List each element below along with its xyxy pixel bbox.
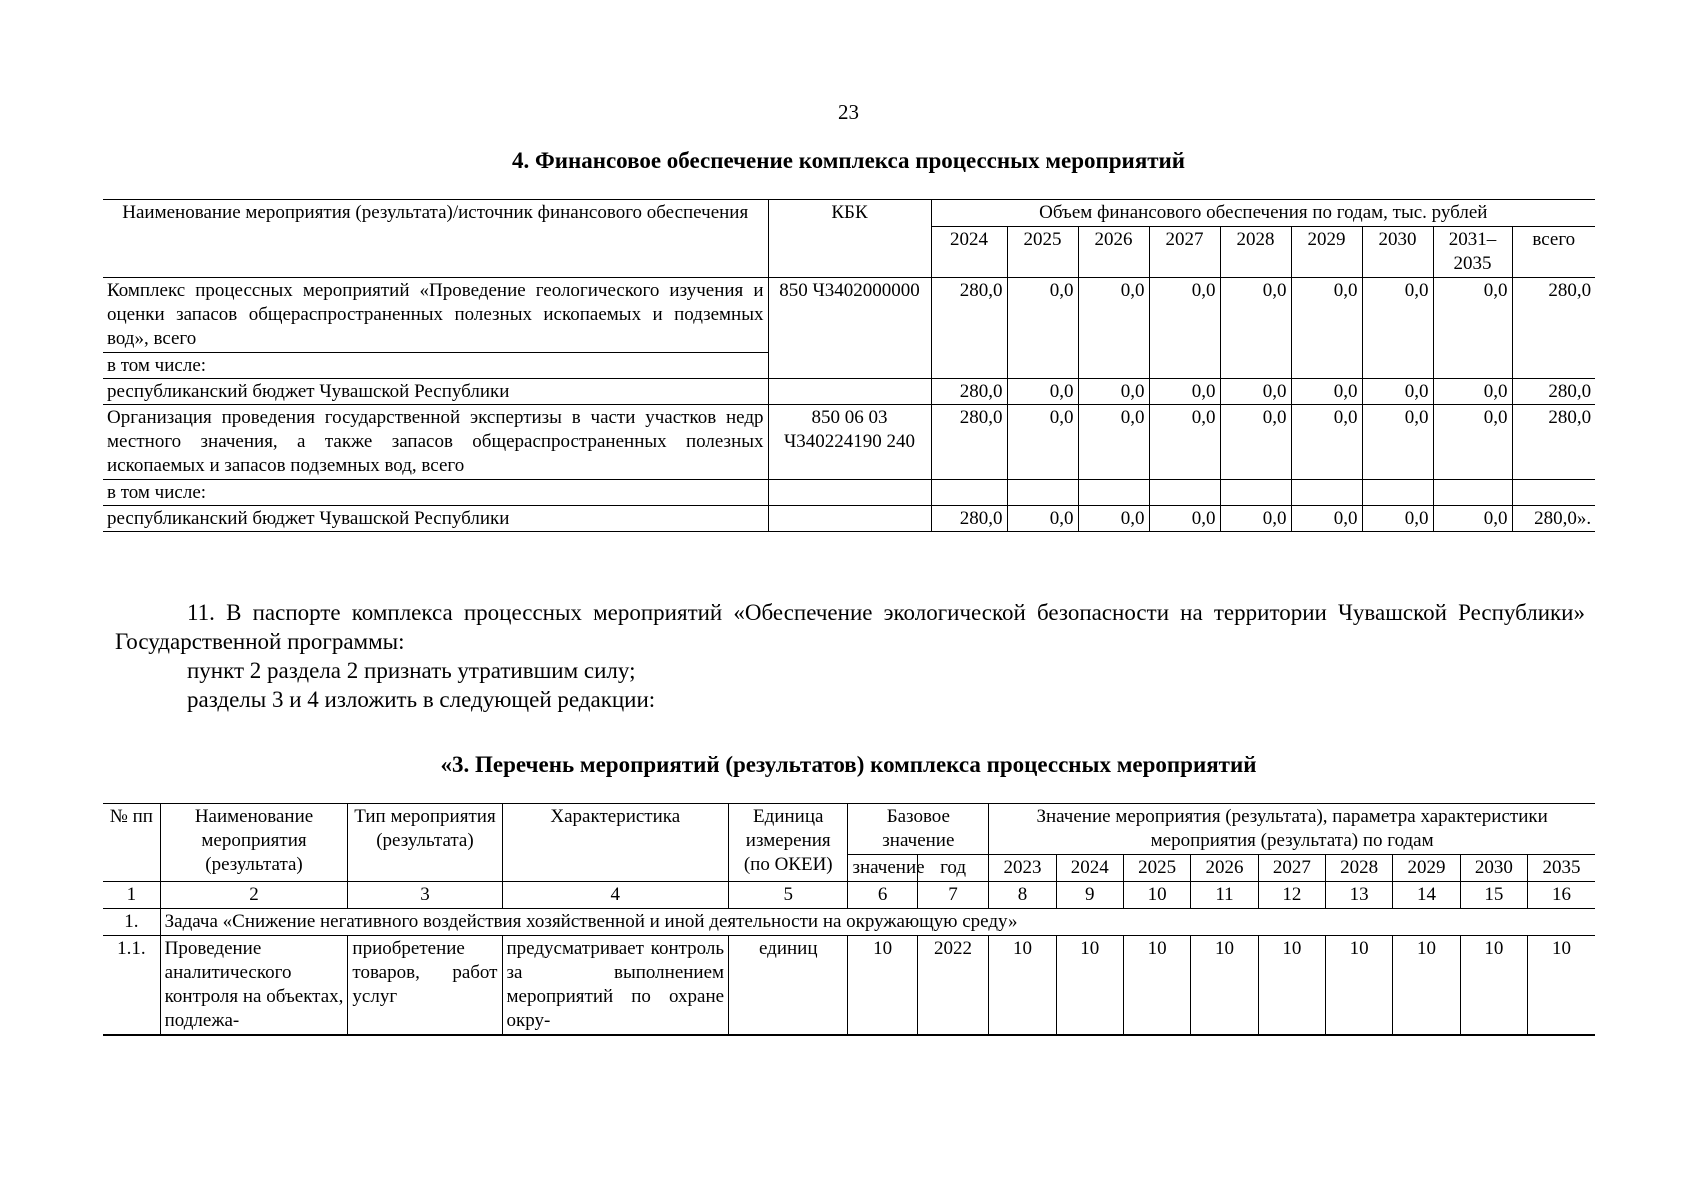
- value-cell: 0,0: [1007, 278, 1078, 379]
- value-cell: 280,0: [931, 379, 1007, 405]
- table-row: [103, 278, 1595, 353]
- value-cell: 0,0: [1220, 506, 1291, 532]
- table-row: [103, 405, 1595, 480]
- header-year: 2027: [1258, 855, 1325, 882]
- header-year: 2025: [1123, 855, 1190, 882]
- header-year: 2026: [1078, 227, 1149, 278]
- row-name: Проведение аналитического контроля на объектах, подлежа-: [160, 936, 348, 1036]
- row-name: республиканский бюджет Чувашской Республики: [103, 506, 768, 532]
- header-year: 2024: [1056, 855, 1123, 882]
- header-year: 2026: [1191, 855, 1258, 882]
- page-number: 23: [838, 100, 859, 124]
- value-cell: 280,0: [1512, 278, 1595, 379]
- row-unit: единиц: [729, 936, 848, 1036]
- column-number: 14: [1393, 882, 1460, 909]
- header-year: 2024: [931, 227, 1007, 278]
- empty-cell: [931, 480, 1007, 506]
- value-cell: 0,0: [1007, 405, 1078, 480]
- row-base-value: 10: [848, 936, 917, 1036]
- value-cell: 0,0: [1007, 379, 1078, 405]
- row-name: Организация проведения государственной экспертизы в части участков недр местного значения, а также запасов общераспространенных полезных ископаемых и запасов подземных вод, всего: [103, 405, 768, 480]
- column-number: 5: [729, 882, 848, 909]
- header-year: 2030: [1460, 855, 1527, 882]
- value-cell: 0,0: [1362, 405, 1433, 480]
- value-cell: 0,0: [1291, 506, 1362, 532]
- column-number: 2: [160, 882, 348, 909]
- amendment-paragraph: [115, 598, 1585, 714]
- empty-cell: [1078, 480, 1149, 506]
- value-cell: 10: [989, 936, 1056, 1036]
- table-row: [103, 506, 1595, 532]
- header-num: № пп: [103, 804, 160, 882]
- value-cell: 0,0: [1433, 379, 1512, 405]
- value-cell: 10: [1258, 936, 1325, 1036]
- value-cell: 0,0: [1149, 405, 1220, 480]
- table-row: [103, 480, 1595, 506]
- value-cell: 0,0: [1362, 506, 1433, 532]
- value-cell: 280,0: [1512, 405, 1595, 480]
- value-cell: 0,0: [1007, 506, 1078, 532]
- financing-table: [103, 199, 1595, 532]
- empty-cell: [1433, 480, 1512, 506]
- header-name: Наименование мероприятия (результата)/источник финансового обеспечения: [103, 200, 768, 278]
- value-cell: 10: [1460, 936, 1527, 1036]
- header-volume: Объем финансового обеспечения по годам, тыс. рублей: [931, 200, 1595, 227]
- value-cell: 0,0: [1078, 379, 1149, 405]
- header-characteristic: Характеристика: [502, 804, 729, 882]
- header-year: 2023: [989, 855, 1056, 882]
- header-year: 2028: [1325, 855, 1392, 882]
- value-cell: 0,0: [1291, 379, 1362, 405]
- section-3-title: «3. Перечень мероприятий (результатов) комплекса процессных мероприятий: [440, 752, 1257, 777]
- header-year: 2028: [1220, 227, 1291, 278]
- value-cell: 0,0: [1149, 278, 1220, 379]
- task-row: [103, 909, 1595, 936]
- empty-cell: [768, 480, 931, 506]
- column-number-row: [103, 882, 1595, 909]
- value-cell: 0,0: [1220, 379, 1291, 405]
- empty-cell: [1362, 480, 1433, 506]
- header-base-year: год: [917, 855, 988, 882]
- row-characteristic: предусматривает контроль за выполнением мероприятий по охране окру-: [502, 936, 729, 1036]
- row-kbk: [768, 506, 931, 532]
- header-year: 2035: [1528, 855, 1595, 882]
- value-cell: 0,0: [1291, 278, 1362, 379]
- column-number: 9: [1056, 882, 1123, 909]
- value-cell: 0,0: [1078, 506, 1149, 532]
- column-number: 3: [348, 882, 502, 909]
- value-cell: 10: [1393, 936, 1460, 1036]
- value-cell: 0,0: [1362, 278, 1433, 379]
- header-year: 2027: [1149, 227, 1220, 278]
- header-year: 2025: [1007, 227, 1078, 278]
- column-number: 6: [848, 882, 917, 909]
- value-cell: 0,0: [1433, 405, 1512, 480]
- section-4-title: 4. Финансовое обеспечение комплекса процессных мероприятий: [511, 148, 1186, 173]
- value-cell: 280,0: [931, 278, 1007, 379]
- header-total: всего: [1512, 227, 1595, 278]
- value-cell: 280,0: [1512, 379, 1595, 405]
- row-kbk: 850 06 03 Ч340224190 240: [768, 405, 931, 480]
- task-text: Задача «Снижение негативного воздействия хозяйственной и иной деятельности на окружающую среду»: [160, 909, 1595, 936]
- column-number: 11: [1191, 882, 1258, 909]
- row-number: 1.1.: [103, 936, 160, 1036]
- row-name: Комплекс процессных мероприятий «Проведение геологического изучения и оценки запасов общераспространенных полезных ископаемых и подземных вод», всего: [103, 278, 768, 353]
- paragraph-line: пункт 2 раздела 2 признать утратившим силу;: [187, 658, 636, 683]
- row-name: в том числе:: [103, 480, 768, 506]
- column-number: 15: [1460, 882, 1527, 909]
- value-cell: 10: [1191, 936, 1258, 1036]
- header-year: 2031–2035: [1433, 227, 1512, 278]
- empty-cell: [1149, 480, 1220, 506]
- column-number: 10: [1123, 882, 1190, 909]
- value-cell: 0,0: [1362, 379, 1433, 405]
- empty-cell: [1291, 480, 1362, 506]
- value-cell: 0,0: [1078, 405, 1149, 480]
- paragraph-line: разделы 3 и 4 изложить в следующей редакции:: [187, 687, 656, 712]
- row-base-year: 2022: [917, 936, 988, 1036]
- value-cell: 0,0: [1220, 405, 1291, 480]
- row-kbk: 850 Ч3402000000: [768, 278, 931, 379]
- paragraph-line: 11. В паспорте комплекса процессных мероприятий «Обеспечение экологической безопасности на территории Чувашской Республики» Государственной программы:: [115, 600, 1585, 654]
- empty-cell: [1512, 480, 1595, 506]
- value-cell: 10: [1325, 936, 1392, 1036]
- row-name: в том числе:: [103, 353, 768, 379]
- empty-cell: [1220, 480, 1291, 506]
- column-number: 13: [1325, 882, 1392, 909]
- value-cell: 0,0: [1078, 278, 1149, 379]
- value-cell: 0,0: [1149, 379, 1220, 405]
- header-base: Базовое значение: [848, 804, 989, 855]
- task-number: 1.: [103, 909, 160, 936]
- table-row: [103, 936, 1595, 1036]
- column-number: 4: [502, 882, 729, 909]
- column-number: 8: [989, 882, 1056, 909]
- column-number: 12: [1258, 882, 1325, 909]
- table-row: [103, 379, 1595, 405]
- header-year: 2030: [1362, 227, 1433, 278]
- header-name: Наименование мероприятия (результата): [160, 804, 348, 882]
- header-year: 2029: [1393, 855, 1460, 882]
- value-cell: 0,0: [1433, 506, 1512, 532]
- value-cell: 0,0: [1220, 278, 1291, 379]
- value-cell: 10: [1528, 936, 1595, 1036]
- header-type: Тип мероприятия (результата): [348, 804, 502, 882]
- value-cell: 0,0: [1433, 278, 1512, 379]
- empty-cell: [1007, 480, 1078, 506]
- value-cell: 10: [1056, 936, 1123, 1036]
- header-kbk: КБК: [768, 200, 931, 278]
- header-unit: Единица измерения (по ОКЕИ): [729, 804, 848, 882]
- column-number: 7: [917, 882, 988, 909]
- value-cell: 0,0: [1149, 506, 1220, 532]
- header-values: Значение мероприятия (результата), параметра характеристики мероприятия (результата) по годам: [989, 804, 1595, 855]
- column-number: 16: [1528, 882, 1595, 909]
- header-year: 2029: [1291, 227, 1362, 278]
- header-base-value: значение: [848, 855, 917, 882]
- value-cell: 280,0».: [1512, 506, 1595, 532]
- value-cell: 280,0: [931, 506, 1007, 532]
- value-cell: 10: [1123, 936, 1190, 1036]
- measures-table: [103, 803, 1595, 1036]
- value-cell: 280,0: [931, 405, 1007, 480]
- row-kbk: [768, 379, 931, 405]
- row-type: приобретение товаров, работ услуг: [348, 936, 502, 1036]
- value-cell: 0,0: [1291, 405, 1362, 480]
- row-name: республиканский бюджет Чувашской Республики: [103, 379, 768, 405]
- column-number: 1: [103, 882, 160, 909]
